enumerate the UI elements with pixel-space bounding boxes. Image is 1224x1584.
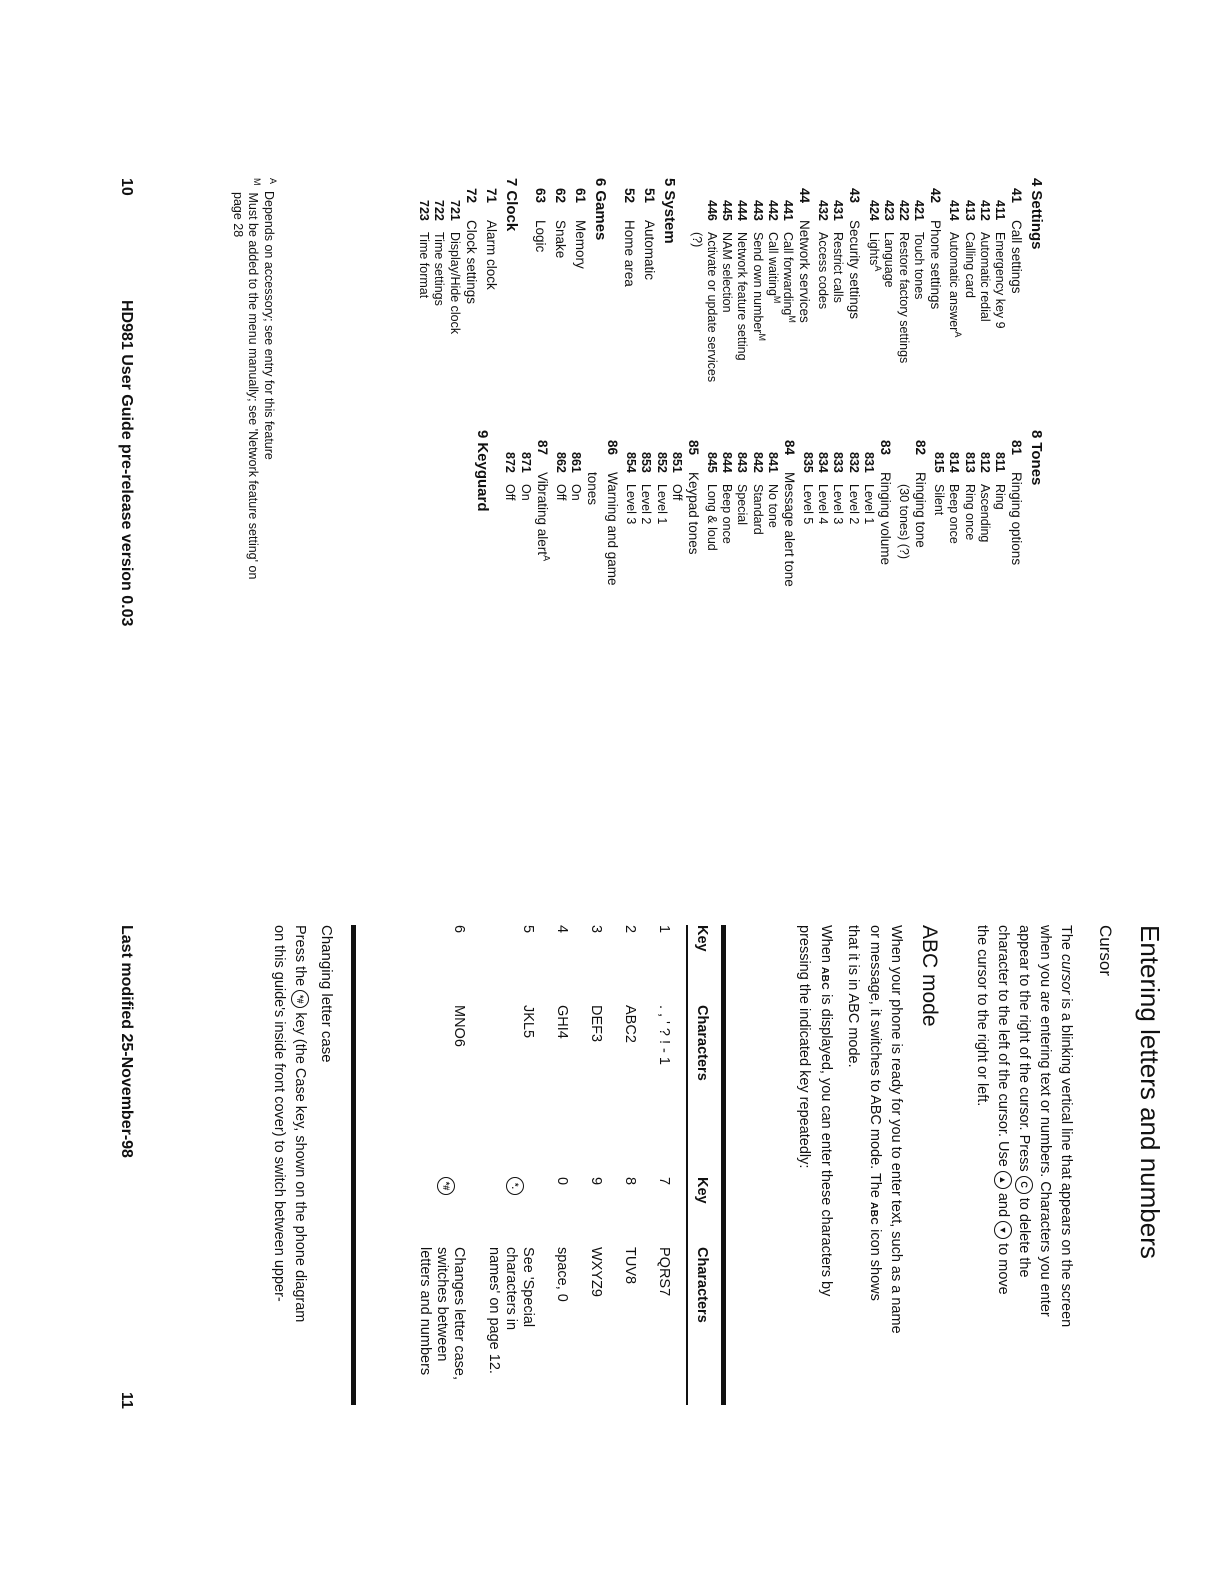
menu-item: 7Clock <box>502 178 520 232</box>
menu-item: 813Ring once <box>962 452 977 541</box>
cursor-line-4: character to the left of the cursor. Use ▲ and ▼ to move <box>995 925 1011 1295</box>
cursor-line-1: The cursor is a blinking vertical line that appears on the screen <box>1058 925 1074 1328</box>
abc-icon: ABC <box>819 966 830 991</box>
menu-item: 432Access codes <box>816 200 831 310</box>
table-cell: switches between <box>434 1247 450 1362</box>
table-header-key: Key <box>694 925 710 952</box>
menu-item: 446Activate or update services <box>705 200 719 383</box>
table-header-key: Key <box>694 1177 710 1204</box>
abc-line-2: or message, it switches to ABC mode. The ABC icon shows <box>867 925 883 1301</box>
table-cell: 4 <box>554 925 570 934</box>
table-cell: 8 <box>622 1177 638 1186</box>
footnote-m-cont: page 28 <box>231 192 245 238</box>
menu-item: 414Automatic answer$^A$ <box>947 200 964 338</box>
menu-item: 44Network services <box>797 188 812 323</box>
menu-item: 5System <box>660 178 678 244</box>
menu-item: 832Level 2 <box>846 452 861 525</box>
menu-item: 71Alarm clock <box>483 188 499 290</box>
table-cell: 6 <box>451 925 467 934</box>
menu-item: 852Level 1 <box>654 452 669 525</box>
left-page-number: 10 <box>118 178 135 196</box>
menu-item: 424Lights$^A$ <box>866 200 883 272</box>
table-header-rule <box>687 925 689 1405</box>
abc-line-4: When ABC is displayed, you can enter these characters by <box>818 925 834 1297</box>
cursor-paragraph <box>971 925 1076 1525</box>
case-line-1: Press the *# key (the Case key, shown on the phone diagram <box>292 925 308 1323</box>
abc-heading: ABC mode <box>918 925 941 1027</box>
case-heading: Changing letter case <box>318 925 335 1063</box>
menu-item: 63Logic <box>532 188 548 253</box>
abc-line-1: When your phone is ready for you to enter text, such as a name <box>888 925 904 1334</box>
table-cell: 9 <box>588 1177 604 1186</box>
menu-item: 83Ringing volume <box>877 440 893 566</box>
menu-item: 87Vibrating alert$^A$ <box>534 440 552 562</box>
table-top-rule <box>721 925 726 1405</box>
table-header-characters: Characters <box>694 1005 710 1081</box>
menu-item: 844Beep once <box>720 452 735 544</box>
menu-item: 721Display/Hide clock <box>447 200 462 335</box>
menu-item: 84Message alert tone <box>781 440 797 587</box>
case-line-2: on this guide's inside front cover) to switch between upper- <box>271 925 287 1302</box>
table-cell: 5 <box>520 925 536 934</box>
menu-item: 413Calling card <box>962 200 977 299</box>
up-key-icon: ▲ <box>994 1171 1012 1189</box>
menu-item: 815Silent <box>932 452 947 516</box>
table-cell: DEF3 <box>588 1005 604 1043</box>
characters-table <box>358 925 718 1405</box>
cursor-heading: Cursor <box>1096 925 1115 977</box>
menu-item: 812Ascending <box>977 452 992 543</box>
hash-key-icon: *# <box>437 1177 455 1195</box>
page-title: Entering letters and numbers <box>1135 925 1165 1259</box>
abc-line-3: that it is in ABC mode. <box>845 925 861 1068</box>
menu-item: 814Beep once <box>947 452 962 544</box>
menu-item: 833Level 3 <box>831 452 846 525</box>
table-cell: names' on page 12. <box>486 1247 502 1374</box>
menu-item: 445NAM selection <box>720 200 735 313</box>
menu-item: 441Call forwarding$^M$ <box>781 200 798 323</box>
case-paragraph <box>268 925 310 1525</box>
menu-item: 61Memory <box>572 188 588 269</box>
table-header-characters: Characters <box>694 1247 710 1323</box>
menu-item: (30 tones) (?) <box>897 484 911 560</box>
c-key-icon: C <box>1015 1176 1033 1194</box>
menu-item: 85Keypad tones <box>685 440 701 555</box>
menu-item: 811Ring <box>993 452 1007 510</box>
menu-item: 851Off <box>669 452 684 501</box>
table-cell: 2 <box>622 925 638 934</box>
menu-item: 841No tone <box>765 452 780 528</box>
menu-item: 845Long & loud <box>705 452 719 551</box>
menu-item: 421Touch tones <box>912 200 927 300</box>
footnote-m: $^M$ Must be added to the menu manually; see 'Network feature setting' on <box>246 178 263 580</box>
table-cell: PQRS7 <box>656 1247 672 1297</box>
menu-item: 444Network feature setting <box>735 200 750 361</box>
menu-item: 723Time format <box>417 200 432 299</box>
menu-item: 6Games <box>591 178 609 241</box>
cursor-line-3: appear to the right of the cursor. Press C to delete the <box>1016 925 1032 1278</box>
abc-paragraph <box>793 925 906 1525</box>
menu-item: 52Home area <box>621 188 637 287</box>
case-key-icon: *# <box>291 990 309 1008</box>
table-cell: 3 <box>588 925 604 934</box>
menu-item: 443Send own number$^M$ <box>750 200 767 341</box>
menu-item: 442Call waiting$^M$ <box>765 200 782 304</box>
table-cell: Changes letter case, <box>451 1247 467 1380</box>
menu-item: 843Special <box>735 452 750 525</box>
menu-item: 72Clock settings <box>463 188 479 305</box>
cursor-line-5: the cursor to the right or left. <box>974 925 990 1107</box>
menu-item: 431Restrict calls <box>831 200 846 303</box>
menu-item: (?) <box>689 232 704 248</box>
menu-item: 4Settings <box>1028 178 1045 250</box>
table-cell: 7 <box>656 1177 672 1186</box>
abc-line-5: pressing the indicated key repeatedly: <box>796 925 812 1169</box>
table-cell: WXYZ9 <box>588 1247 604 1297</box>
menu-item: 853Level 2 <box>639 452 654 525</box>
table-cell: ABC2 <box>622 1005 638 1043</box>
table-cell: characters in <box>503 1247 519 1331</box>
menu-item: 423Language <box>881 200 896 288</box>
menu-item: 86Warning and game <box>605 440 620 586</box>
menu-item: 8Tones <box>1028 430 1045 486</box>
table-cell: GHI4 <box>554 1005 570 1039</box>
menu-item: 9Keyguard <box>474 430 492 512</box>
table-cell: 0 <box>554 1177 570 1186</box>
down-key-icon: ▼ <box>994 1221 1012 1239</box>
footnote-a: $^A$ Depends on accessory; see entry for this feature <box>262 178 279 460</box>
table-bottom-rule <box>351 925 356 1405</box>
table-cell: . , ' ? ! - 1 <box>656 1005 672 1065</box>
cursor-line-2: when you are entering text or numbers. Characters you enter <box>1037 925 1053 1317</box>
menu-item: 82Ringing tone <box>913 440 928 548</box>
table-cell: space, 0 <box>554 1247 570 1302</box>
table-cell: JKL5 <box>520 1005 536 1039</box>
menu-item: 411Emergency key 9 <box>993 200 1007 329</box>
menu-item: 41Call settings <box>1009 188 1024 294</box>
abc-icon: ABC <box>868 1201 879 1226</box>
menu-item: 81Ringing options <box>1009 440 1024 566</box>
menu-item: 412Automatic redial <box>977 200 992 322</box>
menu-item: tones <box>585 472 600 506</box>
table-cell: MNO6 <box>451 1005 467 1047</box>
right-page-number: 11 <box>118 1392 135 1409</box>
table-cell: TUV8 <box>622 1247 638 1285</box>
left-footer-title: HD981 User Guide pre-release version 0.03 <box>118 300 135 627</box>
right-footer-modified: Last modified 25-November-98 <box>118 925 135 1158</box>
menu-item: 722Time settings <box>432 200 447 306</box>
menu-item: 51Automatic <box>641 188 657 281</box>
menu-item: 842Standard <box>750 452 765 535</box>
menu-item: 871On <box>518 452 533 501</box>
menu-item: 862Off <box>553 452 568 501</box>
menu-item: 831Level 1 <box>861 452 876 525</box>
menu-item: 42Phone settings <box>928 188 944 310</box>
star-key-icon: *. <box>506 1177 524 1195</box>
menu-item: 861On <box>569 452 583 501</box>
table-cell: See 'Special <box>520 1247 536 1328</box>
menu-item: 43Security settings <box>847 188 863 320</box>
menu-item: 62Snake <box>552 188 568 259</box>
menu-item: 835Level 5 <box>801 452 815 525</box>
menu-item: 854Level 3 <box>624 452 639 525</box>
table-cell: 1 <box>656 925 672 934</box>
menu-item: 422Restore factory settings <box>897 200 911 364</box>
menu-item: 834Level 4 <box>816 452 831 525</box>
menu-item: 872Off <box>503 452 518 501</box>
table-cell: letters and numbers <box>417 1247 433 1376</box>
